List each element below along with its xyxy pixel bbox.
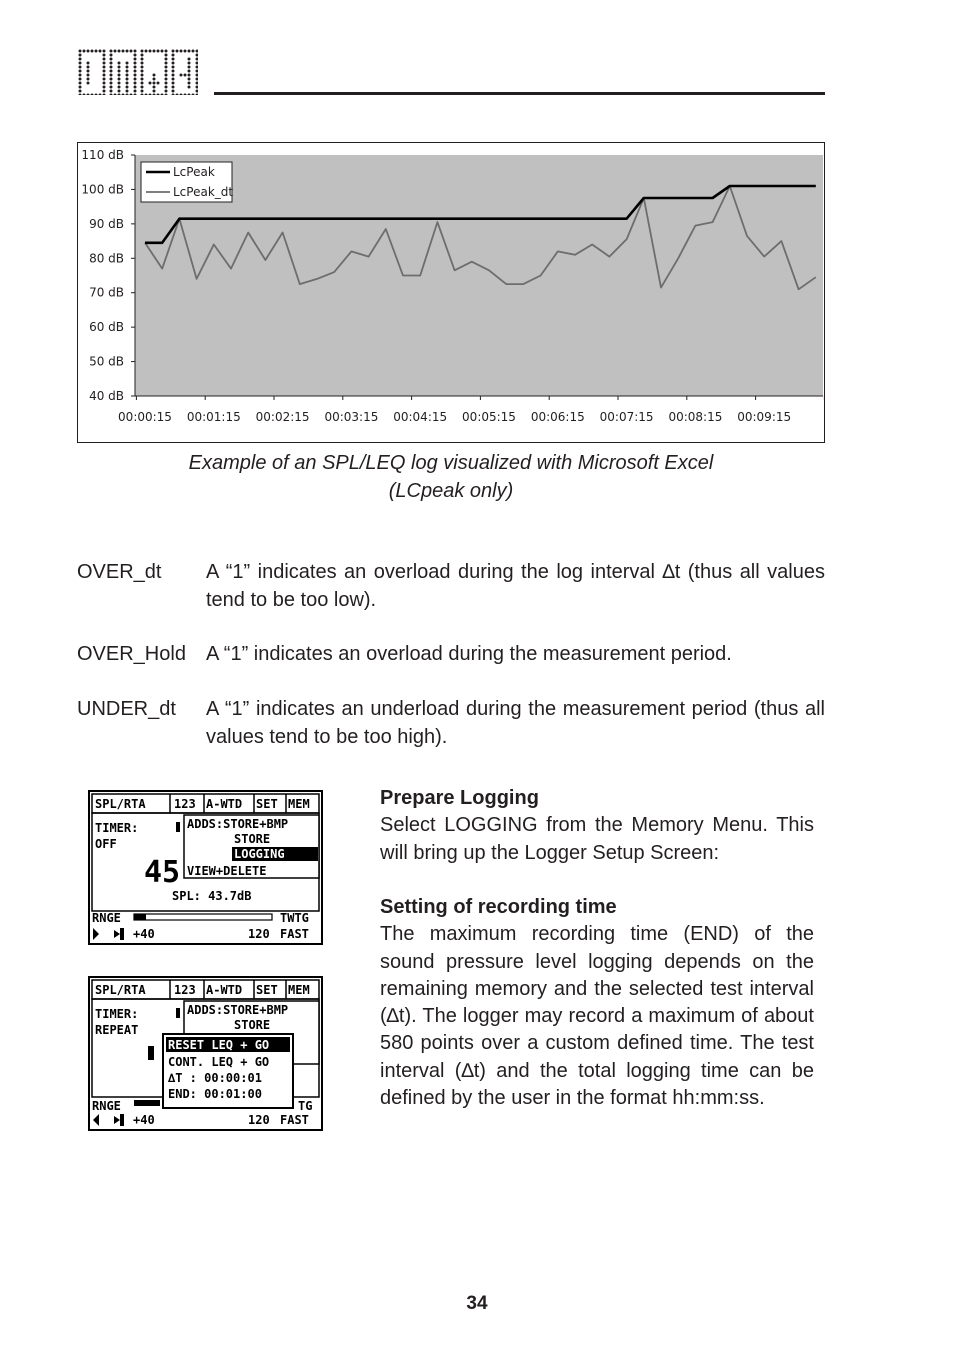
logo-dot <box>196 90 199 93</box>
x-tick-label: 00:04:15 <box>393 410 448 424</box>
logo-dot <box>188 86 191 89</box>
logo-dot <box>180 74 183 77</box>
lcd-menu-item: STORE <box>234 832 271 846</box>
lcd-tab-123: 123 <box>174 983 196 997</box>
lcd-tab-a-wtd: A-WTD <box>206 983 243 997</box>
logo-dot <box>122 94 125 96</box>
chart-caption-line2: (LCpeak only) <box>388 480 514 502</box>
logo-dot <box>157 94 160 96</box>
logo-dot <box>141 74 144 77</box>
recording-time-heading: Setting of recording time <box>380 896 617 918</box>
logo-dot <box>134 82 137 85</box>
logo-dot <box>134 62 137 65</box>
logo-dot <box>161 50 164 53</box>
lcd-tab-set: SET <box>256 797 278 811</box>
logo-dot <box>110 66 113 69</box>
logo-dot <box>172 82 175 85</box>
lcd-weighting: TG <box>298 1099 313 1113</box>
definition-over-dt <box>77 558 825 614</box>
logo-dot <box>134 70 137 73</box>
logo-dot <box>130 50 133 53</box>
logo-dot <box>141 66 144 69</box>
logo-dot <box>103 50 106 53</box>
logo-dot <box>118 86 121 89</box>
logo-dot <box>79 62 82 65</box>
lcd-tab-a-wtd: A-WTD <box>206 797 243 811</box>
logo-dot <box>134 66 137 69</box>
x-tick-label: 00:05:15 <box>462 410 516 424</box>
y-tick-label: 60 dB <box>89 320 124 335</box>
logo-dot <box>110 62 113 65</box>
logo-dot <box>172 70 175 73</box>
y-tick-label: 90 dB <box>89 216 124 231</box>
logo-dot <box>126 78 129 81</box>
logo-dot <box>103 54 106 57</box>
logo-dot <box>141 94 144 96</box>
prepare-logging-text: Select LOGGING from the Memory Menu. This will bring up the Logger Setup Screen: <box>380 814 814 864</box>
lcd-tab-spl-rta: SPL/RTA <box>95 983 146 997</box>
logo-dot <box>141 62 144 65</box>
spl-log-chart <box>77 142 825 443</box>
logo-dot <box>196 74 199 77</box>
logo-dot <box>196 66 199 69</box>
logo-dot <box>103 58 106 61</box>
logo-dot <box>165 82 168 85</box>
logo-dot <box>188 62 191 65</box>
logo-dot <box>165 74 168 77</box>
lcd-tab-spl-rta: SPL/RTA <box>95 797 146 811</box>
logo-dot <box>91 50 94 53</box>
lcd-timer-label: TIMER: <box>95 821 139 835</box>
logo-dot <box>145 94 148 96</box>
logo-dot <box>126 50 129 53</box>
logo-dot <box>99 94 102 96</box>
logo-dot <box>153 90 156 93</box>
recording-time-section <box>380 894 814 1112</box>
legend-label: LcPeak_dt <box>173 185 234 199</box>
logo-dot <box>188 94 191 96</box>
logo-dot <box>161 94 164 96</box>
chart-svg <box>78 143 826 444</box>
dot-matrix-logo <box>78 49 198 95</box>
x-tick-label: 00:08:15 <box>668 410 723 424</box>
x-tick-label: 00:02:15 <box>255 410 310 424</box>
logo-dot <box>91 94 94 96</box>
logo-dot <box>165 58 168 61</box>
lcd-range-low: +40 <box>133 927 155 941</box>
logo-dot <box>110 70 113 73</box>
logo-dot <box>165 70 168 73</box>
logo-dot <box>103 86 106 89</box>
definition-text: A “1” indicates an underload during the measurement period (thus all values tend to be too high). <box>206 698 825 748</box>
logo-dot <box>141 90 144 93</box>
y-tick-label: 110 dB <box>81 148 124 162</box>
y-tick-label: 70 dB <box>89 285 124 300</box>
logo-dot <box>165 78 168 81</box>
logo-dot <box>110 90 113 93</box>
logo-dot <box>180 94 183 96</box>
recording-time-text: The maximum recording time (END) of the sound pressure level logging depends on the remaining memory and the selected test interval (∆t). The logger may record a maximum of about 580 points over a custom defined time. The test interval (∆t) and the total logging time can be defined by the user in the format hh:mm:ss. <box>380 923 814 1110</box>
logo-dot <box>141 82 144 85</box>
x-tick-label: 00:00:15 <box>118 410 172 424</box>
logo-dot <box>87 74 90 77</box>
logo-dot <box>79 50 82 53</box>
definition-term: OVER_Hold <box>77 643 186 665</box>
logo-dot <box>114 50 117 53</box>
lcd-range-high: 120 <box>248 927 270 941</box>
logo-dot <box>118 50 121 53</box>
x-tick-label: 00:06:15 <box>530 410 585 424</box>
logo-dot <box>103 78 106 81</box>
header-rule <box>214 92 825 95</box>
logo-dot <box>87 82 90 85</box>
logo-dot <box>110 94 113 96</box>
logo-dot <box>188 70 191 73</box>
definition-under-dt <box>77 695 825 751</box>
logo-dot <box>149 50 152 53</box>
logo-dot <box>134 94 137 96</box>
lcd-dialog-delta-t: ∆T : 00:00:01 <box>168 1071 262 1085</box>
logo-dot <box>188 74 191 77</box>
logo-dot <box>79 78 82 81</box>
logo-dot <box>196 50 199 53</box>
y-tick-label: 40 dB <box>89 389 124 403</box>
logo-dot <box>149 82 152 85</box>
logo-dot <box>153 94 156 96</box>
definition-term: OVER_dt <box>77 561 162 583</box>
logo-dot <box>126 90 129 93</box>
lcd-range-high: 120 <box>248 1113 270 1127</box>
logo-dot <box>196 78 199 81</box>
lcd-menu-item: ADDS:STORE+BMP <box>187 817 289 831</box>
logo-dot <box>172 90 175 93</box>
logo-dot <box>180 50 183 53</box>
logo-dot <box>126 70 129 73</box>
logo-dot <box>172 74 175 77</box>
definition-text: A “1” indicates an overload during the measurement period. <box>206 643 732 665</box>
logo-dot <box>196 82 199 85</box>
lcd-tab-mem: MEM <box>288 983 310 997</box>
x-tick-label: 00:09:15 <box>737 410 792 424</box>
logo-dot <box>153 86 156 89</box>
logo-dot <box>165 62 168 65</box>
logo-dot <box>110 58 113 61</box>
logo-dot <box>134 90 137 93</box>
chart-caption-line1: Example of an SPL/LEQ log visualized with Microsoft Excel <box>188 452 714 474</box>
logo-dot <box>103 82 106 85</box>
definition-text: A “1” indicates an overload during the log interval ∆t (thus all values tend to be too low). <box>206 561 825 611</box>
logo-dot <box>110 54 113 57</box>
lcd-menu-item: VIEW+DELETE <box>187 864 267 878</box>
logo-dot <box>153 82 156 85</box>
prepare-logging-heading: Prepare Logging <box>380 787 539 809</box>
lcd-range-label: RNGE <box>92 1099 121 1113</box>
logo-dot <box>87 66 90 69</box>
logo-dot <box>95 50 98 53</box>
logo-dot <box>79 74 82 77</box>
logo-dot <box>172 94 175 96</box>
logo-dot <box>196 54 199 57</box>
logo-dot <box>188 58 191 61</box>
logo-dot <box>165 50 168 53</box>
logo-dot <box>165 94 168 96</box>
logo-dot <box>103 74 106 77</box>
logo-dot <box>134 54 137 57</box>
definition-over-hold <box>77 640 825 668</box>
lcd-memory-menu-screen <box>88 790 323 945</box>
logo-dot <box>118 94 121 96</box>
logo-dot <box>79 66 82 69</box>
lcd-logger-setup-screen <box>88 976 323 1131</box>
logo-dot <box>192 50 195 53</box>
logo-dot <box>110 74 113 77</box>
logo-dot <box>192 94 195 96</box>
logo-dot <box>118 70 121 73</box>
logo-dot <box>172 58 175 61</box>
logo-dot <box>172 78 175 81</box>
page-number: 34 <box>466 1293 488 1314</box>
logo-dot <box>103 66 106 69</box>
logo-dot <box>110 78 113 81</box>
logo-dot <box>176 50 179 53</box>
logo-dot <box>103 94 106 96</box>
logo-dot <box>184 50 187 53</box>
logo-dot <box>110 86 113 89</box>
logo-dot <box>196 58 199 61</box>
logo-dot <box>87 78 90 81</box>
plot-area <box>135 155 823 396</box>
logo-dot <box>118 78 121 81</box>
logo-dot <box>141 86 144 89</box>
logo-dot <box>118 66 121 69</box>
logo-dot <box>79 70 82 73</box>
logo-dot <box>153 78 156 81</box>
lcd-range-low: +40 <box>133 1113 155 1127</box>
lcd-menu-item: STORE <box>234 1018 271 1032</box>
logo-dot <box>118 90 121 93</box>
lcd-dialog-reset: RESET LEQ + GO <box>168 1038 270 1052</box>
logo-dot <box>141 70 144 73</box>
lcd-tab-mem: MEM <box>288 797 310 811</box>
logo-dot <box>196 94 199 96</box>
logo-dot <box>188 50 191 53</box>
prepare-logging-section <box>380 785 814 867</box>
logo-dot <box>103 90 106 93</box>
logo-dot <box>172 86 175 89</box>
definition-term: UNDER_dt <box>77 698 176 720</box>
logo-dot <box>196 86 199 89</box>
logo-dot <box>188 66 191 69</box>
logo-dot <box>130 94 133 96</box>
lcd-dialog-end: END: 00:01:00 <box>168 1087 262 1101</box>
logo-dot <box>134 86 137 89</box>
logo-dot <box>188 82 191 85</box>
logo-dot <box>153 50 156 53</box>
logo-dot <box>126 86 129 89</box>
lcd-menu-item-selected: LOGGING <box>234 847 285 861</box>
lcd-tab-set: SET <box>256 983 278 997</box>
logo-dot <box>134 58 137 61</box>
logo-dot <box>103 62 106 65</box>
logo-dot <box>196 70 199 73</box>
logo-dot <box>79 54 82 57</box>
logo-dot <box>176 94 179 96</box>
logo-dot <box>118 82 121 85</box>
logo-dot <box>110 50 113 53</box>
lcd-dialog-continue: CONT. LEQ + GO <box>168 1055 270 1069</box>
legend-label: LcPeak <box>173 165 215 179</box>
logo-dot <box>184 74 187 77</box>
logo-dot <box>141 54 144 57</box>
logo-dot <box>149 94 152 96</box>
logo-dot <box>172 66 175 69</box>
logo-dot <box>79 82 82 85</box>
logo-dot <box>134 78 137 81</box>
logo-dot <box>184 94 187 96</box>
logo-dot <box>172 54 175 57</box>
x-tick-label: 00:07:15 <box>599 410 654 424</box>
lcd-timer-value: REPEAT <box>95 1023 139 1037</box>
logo-dot <box>114 94 117 96</box>
lcd-speed: FAST <box>280 927 309 941</box>
logo-dot <box>103 70 106 73</box>
lcd-range-label: RNGE <box>92 911 121 925</box>
logo-dot <box>83 50 86 53</box>
logo-dot <box>134 50 137 53</box>
logo-dot <box>157 50 160 53</box>
x-tick-label: 00:01:15 <box>186 410 241 424</box>
logo-dot <box>145 50 148 53</box>
lcd-timer-label: TIMER: <box>95 1007 139 1021</box>
logo-dot <box>126 74 129 77</box>
logo-dot <box>110 82 113 85</box>
lcd-timer-value: OFF <box>95 837 117 851</box>
logo-dot <box>172 62 175 65</box>
logo-dot <box>165 54 168 57</box>
logo-dot <box>79 86 82 89</box>
logo-dot <box>118 74 121 77</box>
logo-dot <box>141 58 144 61</box>
logo-dot <box>99 50 102 53</box>
logo-dot <box>134 74 137 77</box>
lcd-spl-readout: SPL: 43.7dB <box>172 889 252 903</box>
logo-dot <box>79 94 82 96</box>
x-tick-label: 00:03:15 <box>324 410 379 424</box>
logo-dot <box>79 58 82 61</box>
lcd-tab-123: 123 <box>174 797 196 811</box>
logo-dot <box>165 86 168 89</box>
logo-dot <box>165 66 168 69</box>
logo-dot <box>87 94 90 96</box>
logo-dot <box>153 74 156 77</box>
logo-dot <box>188 78 191 81</box>
y-tick-label: 100 dB <box>81 182 124 197</box>
lcd-weighting: TWTG <box>280 911 309 925</box>
logo-dot <box>126 62 129 65</box>
logo-dot <box>172 50 175 53</box>
logo-dot <box>126 94 129 96</box>
logo-dot <box>196 62 199 65</box>
logo-dot <box>87 62 90 65</box>
logo-dot <box>126 82 129 85</box>
logo-dot <box>122 50 125 53</box>
logo-dot <box>126 66 129 69</box>
logo-dot <box>141 78 144 81</box>
y-tick-label: 50 dB <box>89 354 124 369</box>
lcd-speed: FAST <box>280 1113 309 1127</box>
logo-dot <box>95 94 98 96</box>
lcd-menu-item: ADDS:STORE+BMP <box>187 1003 289 1017</box>
lcd-big-digits: 45 <box>144 855 181 890</box>
logo-dot <box>157 82 160 85</box>
logo-dot <box>79 90 82 93</box>
y-tick-label: 80 dB <box>89 251 124 266</box>
logo-dot <box>83 94 86 96</box>
logo-dot <box>87 50 90 53</box>
logo-dot <box>87 70 90 73</box>
logo-dot <box>118 62 121 65</box>
logo-dot <box>165 90 168 93</box>
logo-dot <box>141 50 144 53</box>
